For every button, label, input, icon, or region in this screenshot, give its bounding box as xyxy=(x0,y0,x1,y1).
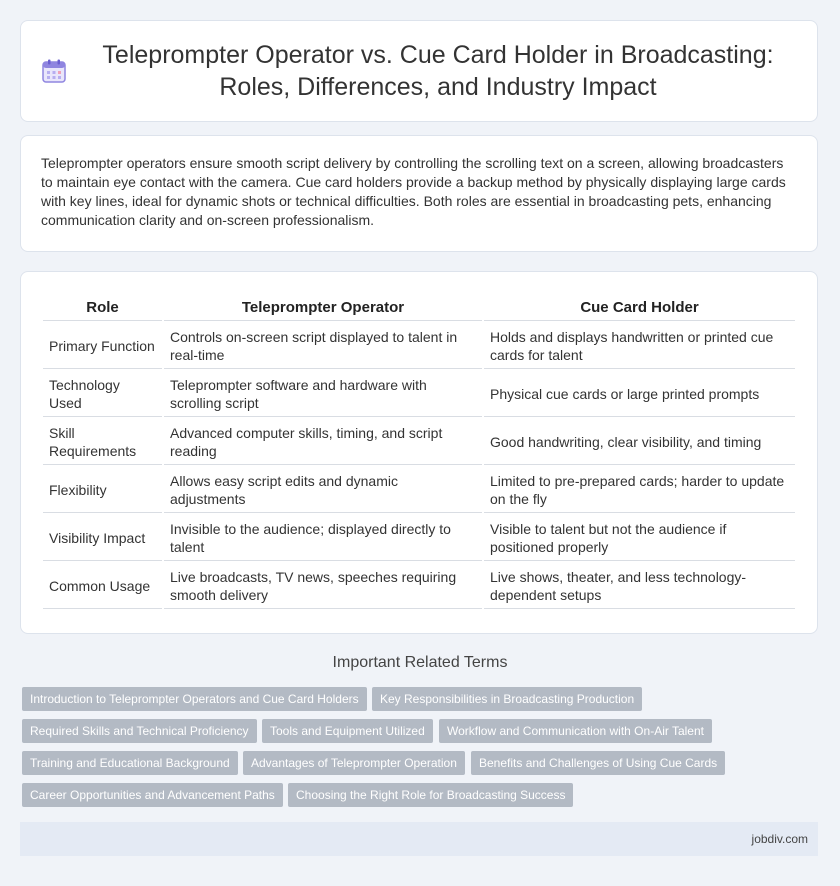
related-term-tag[interactable]: Advantages of Teleprompter Operation xyxy=(243,751,465,775)
related-term-tag[interactable]: Tools and Equipment Utilized xyxy=(262,719,433,743)
intro-paragraph: Teleprompter operators ensure smooth script delivery by controlling the scrolling text on a screen, allowing broadcasters to maintain eye contact with the camera. Cue card holders provide a backup method by physically displaying large cards with key lines, ideal for dynamic shots or technical difficulties. Both roles are essential in broadcasting pets, enhancing communication clarity and on-screen professionalism. xyxy=(41,155,786,228)
cue-card-cell: Physical cue cards or large printed prompts xyxy=(484,371,795,417)
table-row xyxy=(43,515,795,561)
header-card xyxy=(20,20,818,122)
comparison-table xyxy=(41,292,797,611)
footer xyxy=(20,822,818,856)
teleprompter-cell: Advanced computer skills, timing, and script reading xyxy=(164,419,482,465)
footer-site-link[interactable]: jobdiv.com xyxy=(751,832,808,846)
table-row xyxy=(43,371,795,417)
related-term-tag[interactable]: Training and Educational Background xyxy=(22,751,238,775)
page-title: Teleprompter Operator vs. Cue Card Holder in Broadcasting: Roles, Differences, and Industry Impact xyxy=(102,41,774,101)
teleprompter-cell: Teleprompter software and hardware with scrolling script xyxy=(164,371,482,417)
cue-card-cell: Good handwriting, clear visibility, and timing xyxy=(484,419,795,465)
teleprompter-cell: Allows easy script edits and dynamic adjustments xyxy=(164,467,482,513)
table-row xyxy=(43,323,795,369)
cue-card-cell: Visible to talent but not the audience if positioned properly xyxy=(484,515,795,561)
table-row xyxy=(43,563,795,609)
comparison-table-card xyxy=(20,271,818,634)
related-term-tag[interactable]: Introduction to Teleprompter Operators and Cue Card Holders xyxy=(22,687,367,711)
column-header-role: Role xyxy=(43,294,162,321)
related-term-tag[interactable]: Career Opportunities and Advancement Paths xyxy=(22,783,283,807)
row-label: Common Usage xyxy=(43,563,162,609)
column-header-cue-card: Cue Card Holder xyxy=(484,294,795,321)
related-term-tag[interactable]: Benefits and Challenges of Using Cue Cards xyxy=(471,751,725,775)
row-label: Technology Used xyxy=(43,371,162,417)
related-term-tag[interactable]: Workflow and Communication with On-Air Talent xyxy=(439,719,712,743)
intro-card xyxy=(20,135,818,252)
teleprompter-cell: Controls on-screen script displayed to talent in real-time xyxy=(164,323,482,369)
related-term-tag[interactable]: Required Skills and Technical Proficiency xyxy=(22,719,257,743)
row-label: Skill Requirements xyxy=(43,419,162,465)
row-label: Visibility Impact xyxy=(43,515,162,561)
related-terms-title: Important Related Terms xyxy=(332,654,508,671)
cue-card-cell: Limited to pre-prepared cards; harder to update on the fly xyxy=(484,467,795,513)
teleprompter-cell: Live broadcasts, TV news, speeches requiring smooth delivery xyxy=(164,563,482,609)
table-row xyxy=(43,419,795,465)
related-term-tag[interactable]: Choosing the Right Role for Broadcasting Success xyxy=(288,783,573,807)
cue-card-cell: Holds and displays handwritten or printed cue cards for talent xyxy=(484,323,795,369)
related-term-tag[interactable]: Key Responsibilities in Broadcasting Production xyxy=(372,687,642,711)
table-header-row xyxy=(43,294,795,321)
column-header-teleprompter: Teleprompter Operator xyxy=(164,294,482,321)
teleprompter-cell: Invisible to the audience; displayed directly to talent xyxy=(164,515,482,561)
table-row xyxy=(43,467,795,513)
calendar-icon xyxy=(41,58,67,84)
cue-card-cell: Live shows, theater, and less technology-dependent setups xyxy=(484,563,795,609)
row-label: Primary Function xyxy=(43,323,162,369)
row-label: Flexibility xyxy=(43,467,162,513)
